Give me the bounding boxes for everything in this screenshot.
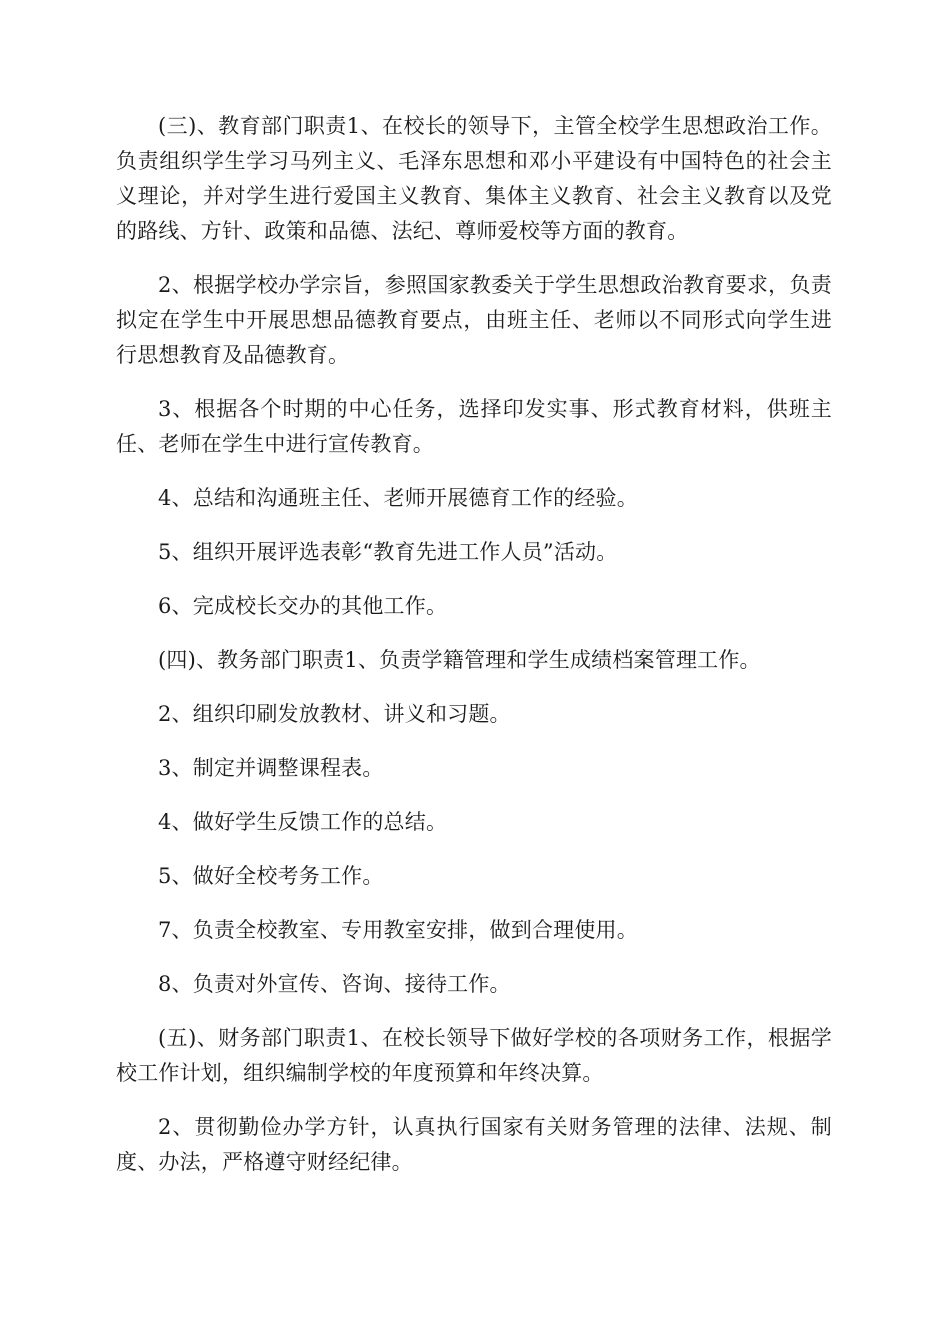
paragraph-item-2b: 2、组织印刷发放教材、讲义和习题。 [158,702,511,726]
paragraph-item-7b: 7、负责全校教室、专用教室安排，做到合理使用。 [158,918,638,942]
paragraph-finance-dept: (五)、财务部门职责1、在校长领导下做好学校的各项财务工作，根据学校工作计划，组织编制学校的年度预算和年终决算。 [116,1026,832,1085]
paragraph-item-5b: 5、做好全校考务工作。 [158,864,384,888]
paragraph-item-3: 3、根据各个时期的中心任务，选择印发实事、形式教育材料，供班主任、老师在学生中进行宣传教育。 [116,397,832,456]
paragraph-item-8b: 8、负责对外宣传、咨询、接待工作。 [158,972,511,996]
paragraph-education-dept: (三)、教育部门职责1、在校长的领导下，主管全校学生思想政治工作。负责组织学生学习马列主义、毛泽东思想和邓小平建设有中国特色的社会主义理论，并对学生进行爱国主义教育、集体主义教育、社会主义教育以及党的路线、方针、政策和品德、法纪、尊师爱校等方面的教育。 [116,114,832,243]
paragraph-item-3b: 3、制定并调整课程表。 [158,756,384,780]
paragraph-item-2: 2、根据学校办学宗旨，参照国家教委关于学生思想政治教育要求，负责拟定在学生中开展思想品德教育要点，由班主任、老师以不同形式向学生进行思想教育及品德教育。 [116,273,832,367]
paragraph-item-5: 5、组织开展评选表彰“教育先进工作人员”活动。 [158,540,618,564]
document-body [116,109,832,1199]
paragraph-item-4: 4、总结和沟通班主任、老师开展德育工作的经验。 [158,486,638,510]
paragraph-item-6: 6、完成校长交办的其他工作。 [158,594,448,618]
paragraph-item-4b: 4、做好学生反馈工作的总结。 [158,810,448,834]
paragraph-item-2c: 2、贯彻勤俭办学方针，认真执行国家有关财务管理的法律、法规、制度、办法，严格遵守财经纪律。 [116,1115,832,1174]
paragraph-academic-dept: (四)、教务部门职责1、负责学籍管理和学生成绩档案管理工作。 [158,648,761,672]
